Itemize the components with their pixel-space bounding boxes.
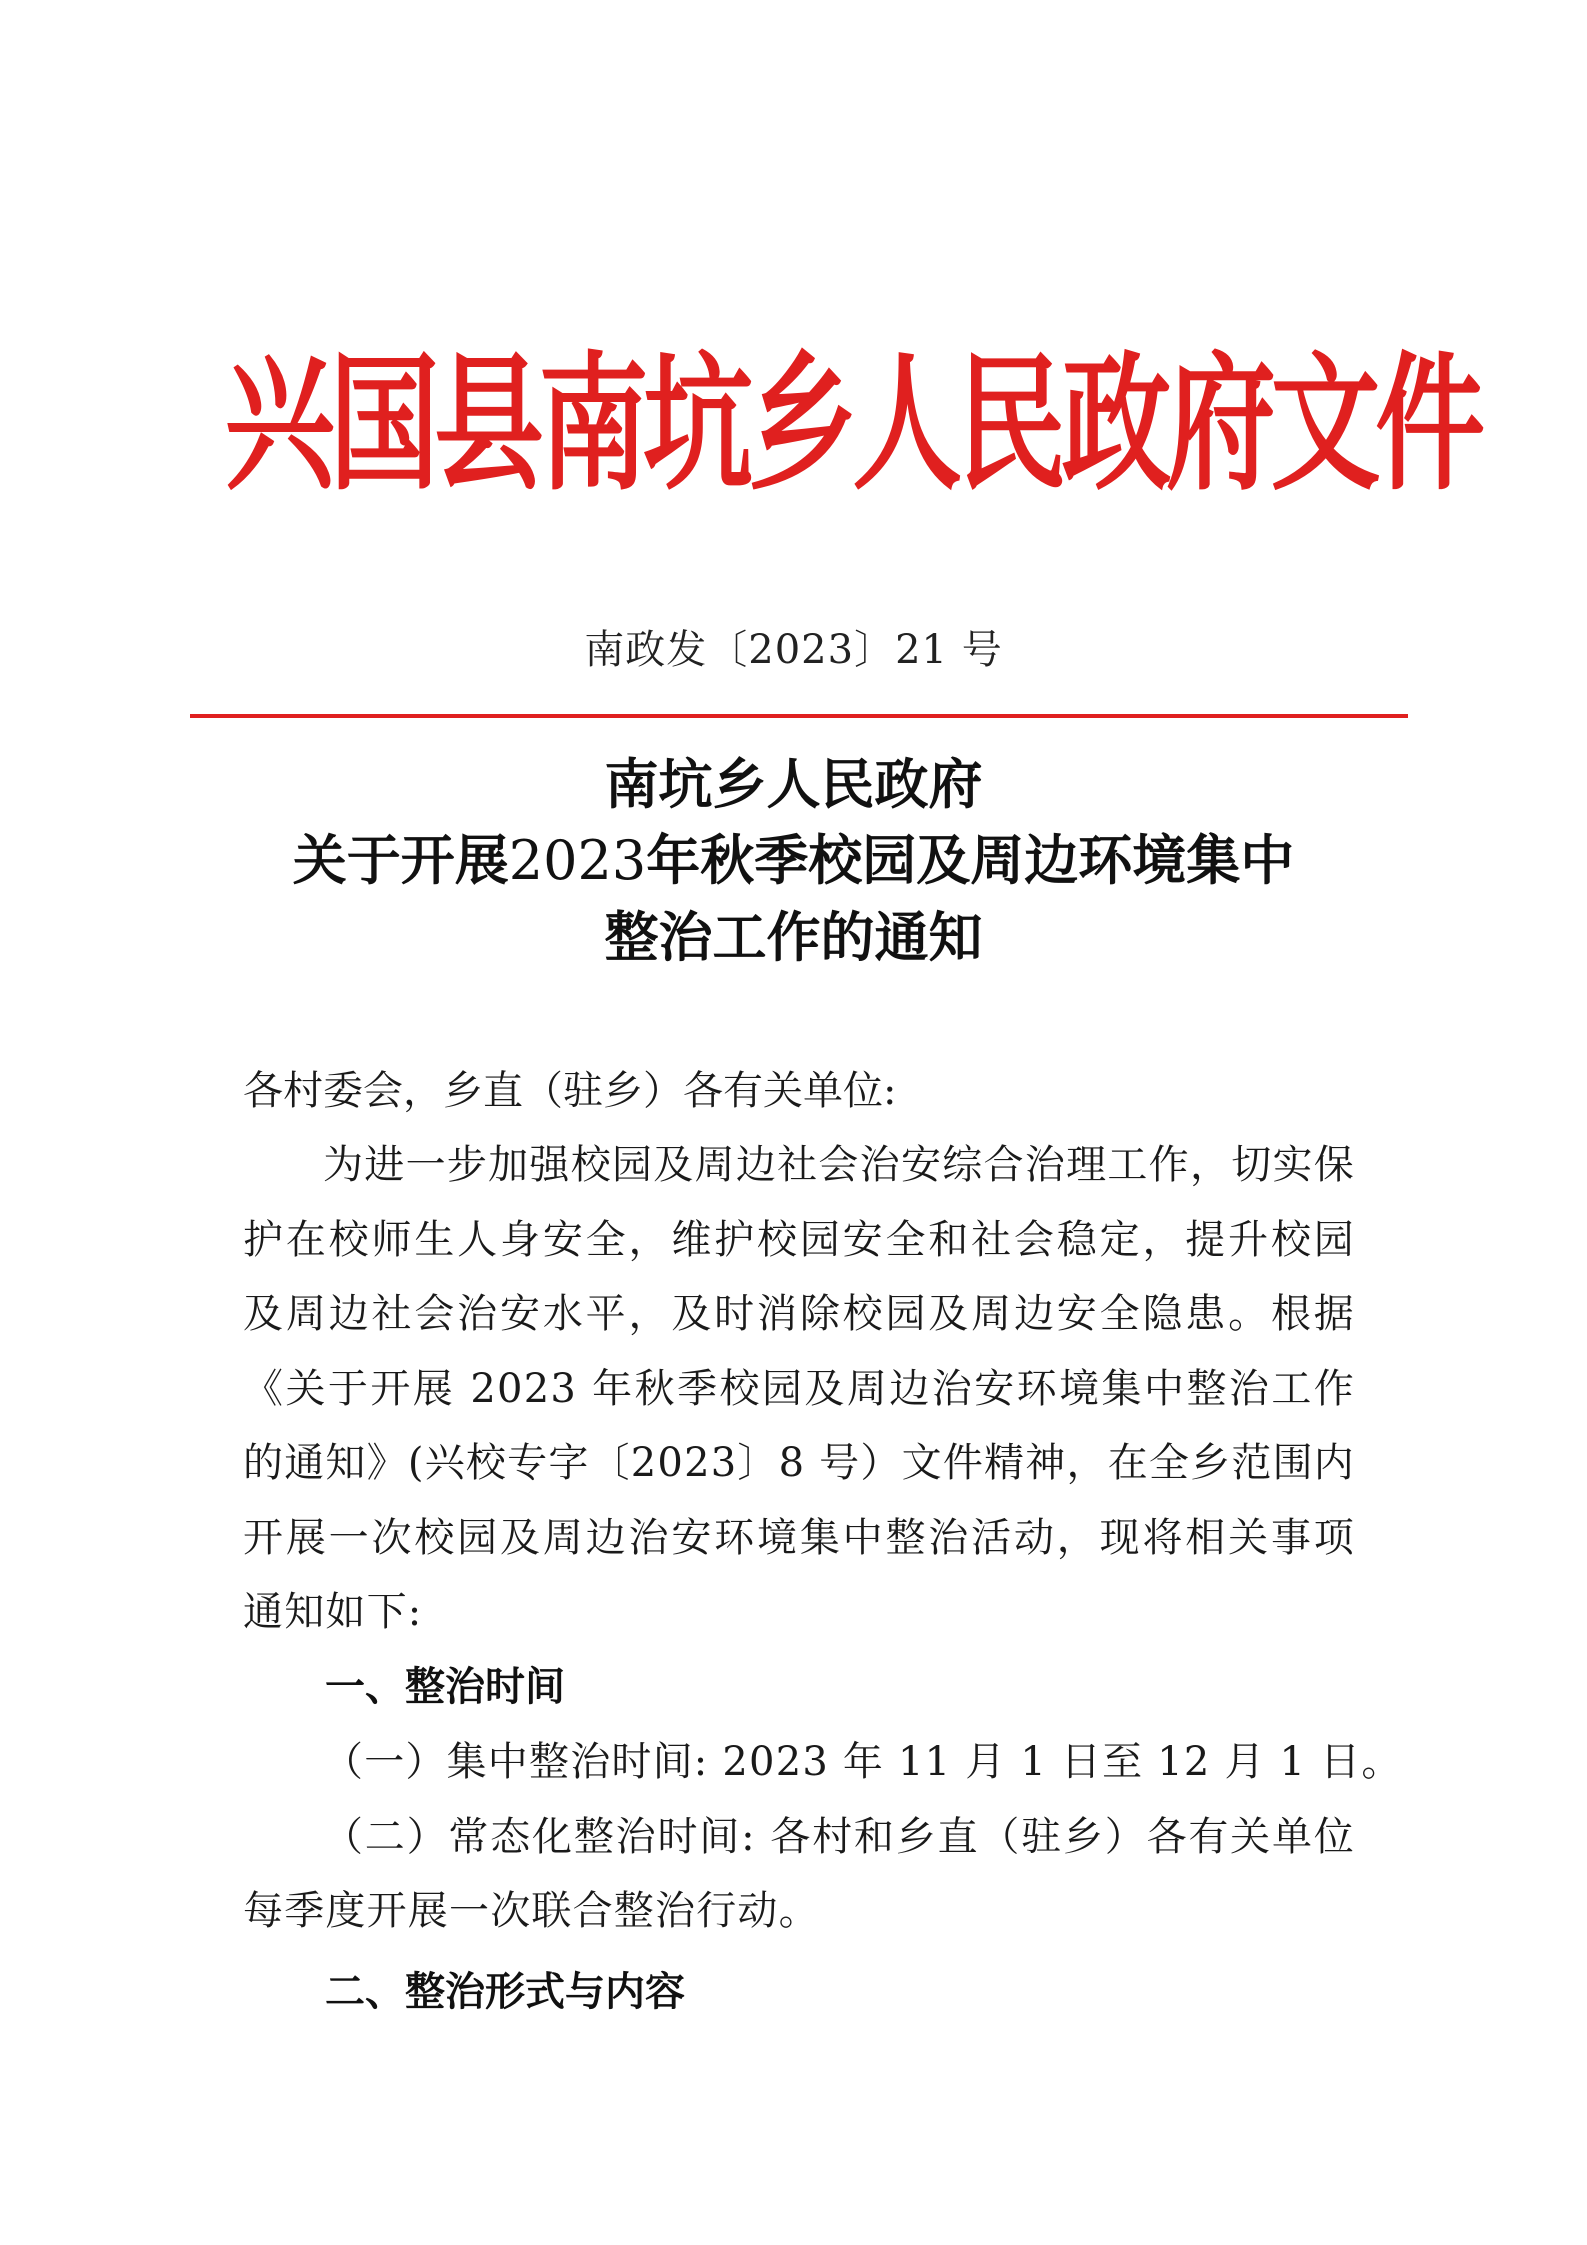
title-line-2-pre: 关于开展 bbox=[292, 828, 509, 892]
section-1-item-1: （一）集中整治时间: 2023 年 11 月 1 日至 12 月 1 日。 bbox=[323, 1739, 1403, 1785]
red-divider-line bbox=[190, 714, 1408, 718]
document-title bbox=[0, 746, 1587, 975]
title-line-3: 整治工作的通知 bbox=[604, 905, 983, 969]
document-number: 南政发〔2023〕21 号 bbox=[584, 627, 1003, 673]
section-2-heading: 二、整治形式与内容 bbox=[325, 1969, 685, 2015]
title-line-2-year: 2023 bbox=[508, 829, 647, 892]
title-line-2 bbox=[0, 822, 1587, 899]
section-1-item-2: （二）常态化整治时间: 各村和乡直（驻乡）各有关单位每季度开展一次联合整治行动。 bbox=[243, 1814, 1355, 1934]
salutation: 各村委会，乡直（驻乡）各有关单位: bbox=[243, 1068, 897, 1114]
document-header-title: 兴国县南坑乡人民政府文件 bbox=[225, 337, 1480, 512]
section-1-heading: 一、整治时间 bbox=[325, 1664, 565, 1710]
title-line-1: 南坑乡人民政府 bbox=[604, 752, 983, 816]
title-line-2-post: 年秋季校园及周边环境集中 bbox=[646, 828, 1295, 892]
intro-paragraph: 为进一步加强校园及周边社会治安综合治理工作，切实保护在校师生人身安全，维护校园安全和社会稳定，提升校园及周边社会治安水平，及时消除校园及周边安全隐患。根据《关于开展 2023 年秋季校园及周边治安环境集中整治工作的通知》(兴校专字〔2023〕8 号）文件精神，在全乡范围内开展一次校园及周边治安环境集中整治活动，现将相关事项通知如下: bbox=[243, 1142, 1355, 1635]
